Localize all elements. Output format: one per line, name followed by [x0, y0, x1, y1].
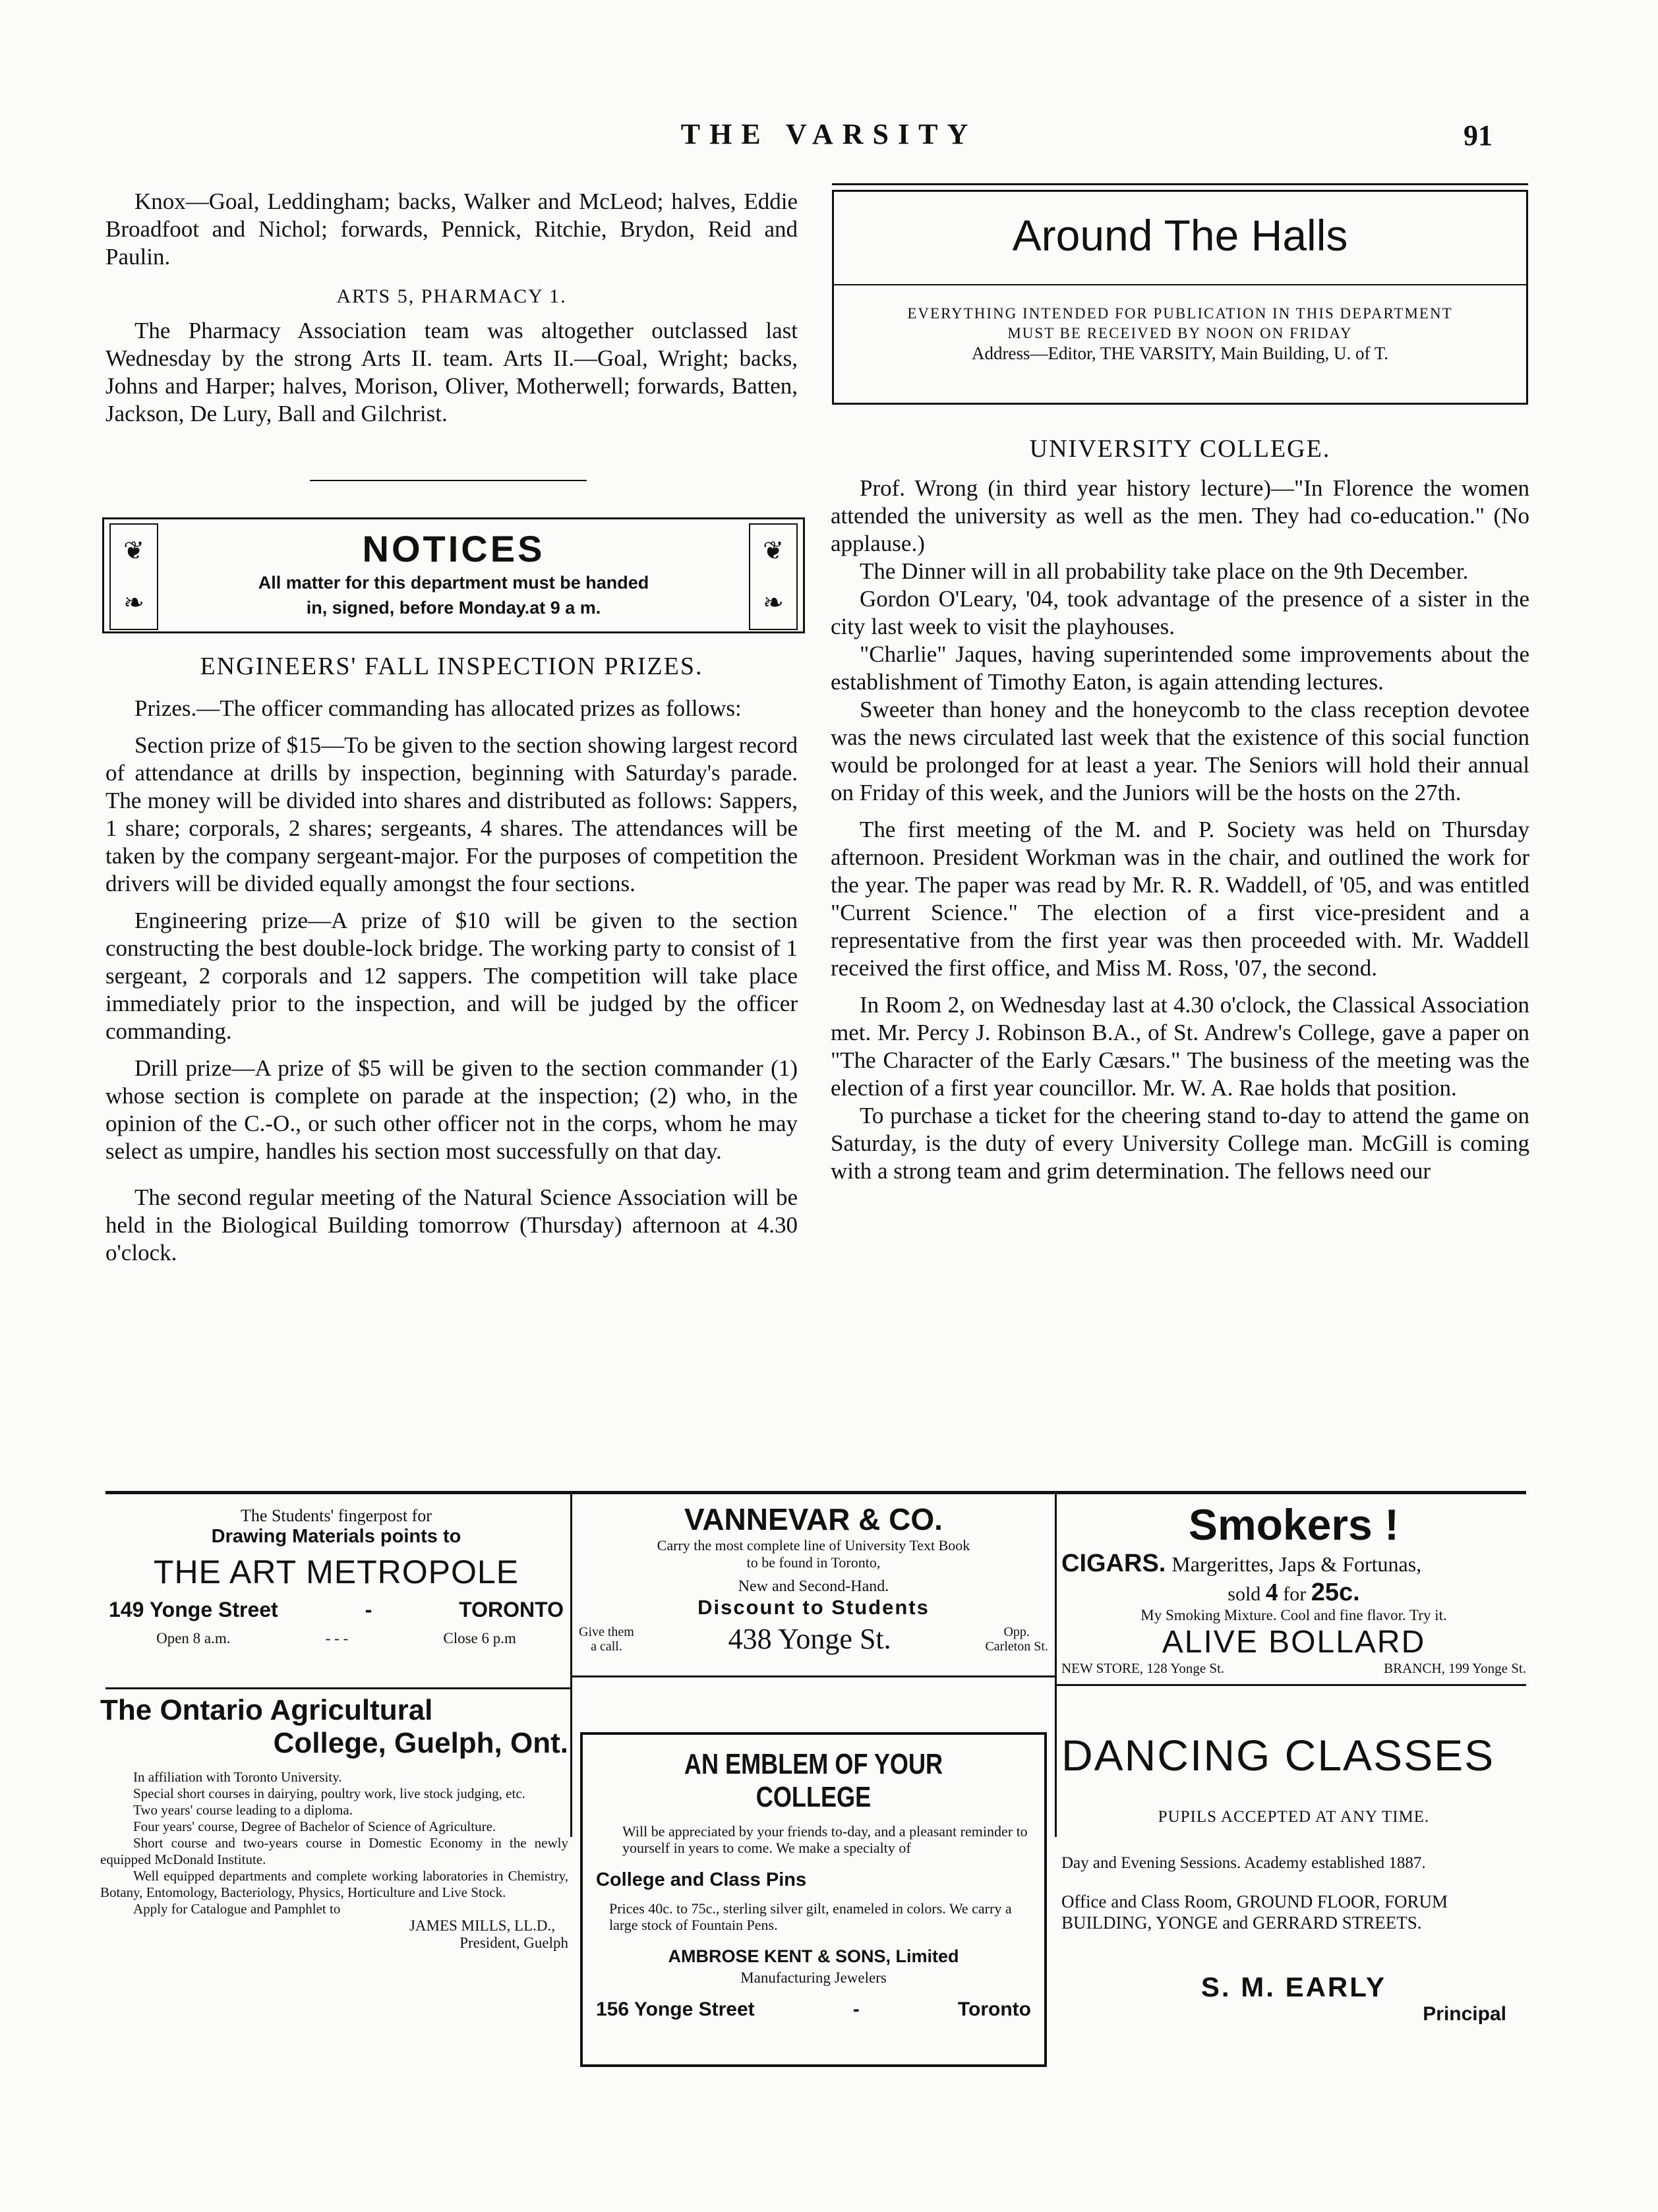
emblem-ad — [596, 1748, 1031, 2021]
smokers-mixture: My Smoking Mixture. Cool and fine flavor. Try it. — [1140, 1607, 1447, 1623]
vannevar-address-row — [579, 1622, 1048, 1656]
section-divider — [310, 480, 587, 481]
art-ad-hours — [109, 1630, 564, 1647]
oac-body — [100, 1769, 568, 1917]
smokers-name: ALIVE BOLLARD — [1162, 1625, 1426, 1660]
smokers-branch: BRANCH, 199 Yonge St. — [1384, 1660, 1526, 1676]
pharmacy-report: The Pharmacy Association team was altogether outclassed last Wednesday by the strong Arts II. team. Arts II.—Goal, Wright; backs, Johns and Harper; halves, Morison, Oliver, Motherwell; forwards, Batten, Jackson, De Lury, Ball and Gilchrist. — [105, 318, 798, 426]
knox-lineup: Knox—Goal, Leddingham; backs, Walker and McLeod; halves, Eddie Broadfoot and Nichol; forwards, Pennick, Ritchie, Brydon, Reid and Paulin. — [105, 189, 798, 270]
notices-box — [102, 517, 805, 633]
natural-science-notice: The second regular meeting of the Natural Science Association will be held in the Biological Building tomorrow (Thursday) afternoon at 4.30 o'clock. — [105, 1184, 798, 1266]
dancing-principal-name: S. M. EARLY — [1200, 1971, 1387, 2002]
oac-signature-2: President, Guelph — [459, 1935, 568, 1951]
leaf-ornament-icon: ❦ ❧ — [749, 523, 798, 630]
smokers-cigars: CIGARS. — [1061, 1550, 1166, 1577]
smokers-price: 25c. — [1311, 1579, 1360, 1606]
arts-pharmacy-subhead: ARTS 5, PHARMACY 1. — [336, 285, 567, 307]
uc-item-3: Gordon O'Leary, '04, took advantage of the presence of a sister in the city last week to visit the playhouses. — [831, 586, 1529, 639]
dancing-line-3: Office and Class Room, GROUND FLOOR, FORUM BUILDING, YONGE and GERRARD STREETS. — [1061, 1892, 1448, 1933]
oac-line-3: Two years' course leading to a diploma. — [133, 1802, 353, 1818]
smokers-title: Smokers ! — [1188, 1500, 1400, 1549]
ad-separator — [105, 1687, 570, 1689]
dancing-line-2: Day and Evening Sessions. Academy established 1887. — [1061, 1854, 1426, 1872]
smokers-store: NEW STORE, 128 Yonge St. — [1061, 1660, 1225, 1676]
notices-line-2: in, signed, before Monday.at 9 a m. — [306, 598, 601, 618]
emblem-ad-box — [580, 1732, 1047, 2067]
smokers-four: 4 — [1265, 1579, 1278, 1606]
uc-item-2: The Dinner will in all probability take place on the 9th December. — [860, 558, 1469, 584]
emblem-line-1: Will be appreciated by your friends to-day, and a pleasant reminder to yourself in years to come. We make a specialty of — [622, 1823, 1028, 1856]
vannevar-opp-1: Opp. — [1003, 1624, 1030, 1639]
art-ad-line-2: Drawing Materials points to — [211, 1526, 461, 1547]
uc-item-7: In Room 2, on Wednesday last at 4.30 o'clock, the Classical Association met. Mr. Percy J. Robinson B.A., of St. Andrew's College, gave a paper on "The Character of the Early Cæsars." The business of the meeting was the election of a first year councillor. Mr. W. A. Rae holds that position. — [831, 992, 1529, 1101]
smokers-cigars-line — [1061, 1550, 1526, 1578]
oac-line-7: Apply for Catalogue and Pamphlet to — [133, 1901, 341, 1917]
oac-line-6: Well equipped departments and complete working laboratories in Chemistry, Botany, Entomology, Bacteriology, Physics, Horticulture and Live Stock. — [100, 1868, 568, 1900]
smokers-stores — [1061, 1660, 1526, 1677]
around-the-halls-title: Around The Halls — [1012, 211, 1348, 260]
notices-line-1: All matter for this department must be handed — [258, 573, 649, 593]
university-college-title: UNIVERSITY COLLEGE. — [1029, 435, 1331, 463]
ads-column-divider — [570, 1494, 572, 1837]
drill-prize: Drill prize—A prize of $5 will be given to the section commander (1) whose section is complete on parade at the inspection; (2) who, in the opinion of the C.-O., or such other officer not in the corps, whom he may select as umpire, handles his section most successfully on that day. — [105, 1055, 798, 1164]
page-header-title: THE VARSITY — [680, 118, 978, 150]
art-ad-close: Close 6 p.m — [443, 1630, 516, 1646]
art-ad-street: 149 Yonge Street — [109, 1598, 278, 1621]
dancing-line-1: PUPILS ACCEPTED AT ANY TIME. — [1158, 1808, 1430, 1826]
emblem-title: AN EMBLEM OF YOUR COLLEGE — [684, 1748, 943, 1813]
uc-item-4: "Charlie" Jaques, having superintended some improvements about the establishment of Timothy Eaton, is again attending lectures. — [831, 641, 1529, 695]
emblem-dash: - — [852, 1998, 860, 2020]
prizes-intro: Prizes.—The officer commanding has allocated prizes as follows: — [134, 695, 742, 721]
notices-content — [163, 527, 744, 620]
vannevar-address: 438 Yonge St. — [728, 1623, 891, 1655]
emblem-maker: AMBROSE KENT & SONS, Limited — [668, 1946, 959, 1966]
smokers-for: for — [1283, 1583, 1307, 1605]
vannevar-opp-2: Carleton St. — [985, 1639, 1048, 1654]
dancing-principal-role: Principal — [1423, 2003, 1506, 2025]
art-ad-name: THE ART METROPOLE — [153, 1554, 519, 1590]
emblem-city: Toronto — [957, 1998, 1031, 2020]
vannevar-line-2: to be found in Toronto, — [746, 1554, 881, 1571]
vannevar-line-1: Carry the most complete line of University Text Book — [657, 1537, 970, 1554]
uc-item-6: The first meeting of the M. and P. Society was held on Thursday afternoon. President Workman was in the chair, and outlined the work for the year. The paper was read by Mr. R. R. Waddell, of '05, and was entitled "Current Science." The election of a first vice-president and a representative from the first year was then proceeded with. Mr. Waddell received the first office, and Miss M. Ross, '07, the second. — [831, 817, 1529, 981]
leaf-ornament-icon: ❦ ❧ — [109, 523, 158, 630]
smokers-brands: Margerittes, Japs & Fortunas, — [1171, 1552, 1422, 1576]
halls-address: Address—Editor, THE VARSITY, Main Building, U. of T. — [972, 343, 1388, 363]
right-column-body — [831, 435, 1529, 1185]
halls-instructions — [847, 304, 1513, 363]
smokers-price-line — [1061, 1578, 1526, 1607]
vannevar-give-1: Give them — [579, 1624, 634, 1639]
art-ad-open: Open 8 a.m. — [156, 1630, 231, 1646]
engineering-prize: Engineering prize—A prize of $10 will be given to the section constructing the best double-lock bridge. The working party to consist of 1 sergeant, 2 corporals and 12 sappers. The competition will take place immediately prior to the inspection, and will be judged by the officer commanding. — [105, 908, 798, 1044]
vannevar-name: VANNEVAR & CO. — [684, 1502, 943, 1536]
halls-instruction-2: MUST BE RECEIVED BY NOON ON FRIDAY — [1007, 325, 1353, 341]
vannevar-opp — [985, 1625, 1048, 1654]
dancing-title: DANCING CLASSES — [1061, 1731, 1495, 1780]
emblem-address — [596, 1998, 1031, 2021]
uc-item-5: Sweeter than honey and the honeycomb to the class reception devotee was the news circulated last week that the existence of this social function would be prolonged for at least a year. The Seniors will hold their annual on Friday of this week, and the Juniors will be the hosts on the 27th. — [831, 697, 1529, 805]
around-the-halls-box — [832, 190, 1528, 405]
emblem-street: 156 Yonge Street — [596, 1998, 755, 2020]
vannevar-line-3: New and Second-Hand. — [738, 1578, 889, 1595]
smokers-ad — [1061, 1499, 1526, 1677]
oac-line-1: In affiliation with Toronto University. — [133, 1769, 342, 1785]
smokers-sold: sold — [1228, 1583, 1261, 1605]
oac-line-4: Four years' course, Degree of Bachelor of Science of Agriculture. — [133, 1819, 496, 1834]
art-ad-address — [109, 1598, 564, 1622]
page-number: 91 — [1464, 119, 1493, 152]
halls-instruction-1: EVERYTHING INTENDED FOR PUBLICATION IN THIS DEPARTMENT — [907, 305, 1453, 322]
art-ad-dash: - — [365, 1598, 372, 1621]
ad-separator — [1055, 1684, 1526, 1686]
emblem-pins: College and Class Pins — [596, 1869, 807, 1890]
oac-ad — [100, 1694, 568, 1952]
emblem-line-2: Prices 40c. to 75c., sterling silver gilt, enameled in colors. We carry a large stock of Fountain Pens. — [609, 1900, 1012, 1933]
dancing-ad — [1061, 1730, 1526, 2025]
vannevar-give-2: a call. — [591, 1639, 622, 1654]
emblem-jewelers: Manufacturing Jewelers — [740, 1969, 887, 1986]
art-ad-dashes: - - - — [325, 1630, 349, 1646]
art-ad-city: TORONTO — [459, 1598, 564, 1621]
oac-line-2: Special short courses in dairying, poultry work, live stock judging, etc. — [133, 1786, 525, 1801]
halls-divider — [834, 284, 1526, 285]
art-ad-line-1: The Students' fingerpost for — [241, 1506, 432, 1525]
vannevar-ad — [579, 1501, 1048, 1656]
section-prize: Section prize of $15—To be given to the section showing largest record of attendance at drills by inspection, beginning with Saturday's parade. The money will be divided into shares and distributed as follows: Sappers, 1 share; corporals, 2 shares; sergeants, 4 shares. The attendances will be taken by the company sergeant-major. For the purposes of competition the drivers will be divided equally amongst the four sections. — [105, 732, 798, 896]
ads-top-rule — [105, 1491, 1526, 1494]
vannevar-discount: Discount to Students — [697, 1596, 930, 1619]
oac-signature-1: JAMES MILLS, LL.D., — [409, 1917, 555, 1934]
uc-item-1: Prof. Wrong (in third year history lecture)—"In Florence the women attended the university as well as the men. They had co-education." (No applause.) — [831, 475, 1529, 556]
right-top-rule — [832, 183, 1528, 185]
oac-line-5: Short course and two-years course in Domestic Economy in the newly equipped McDonald Institute. — [100, 1835, 568, 1867]
oac-title-1: The Ontario Agricultural — [100, 1694, 433, 1726]
ad-separator — [570, 1675, 1055, 1677]
engineers-prizes-title: ENGINEERS' FALL INSPECTION PRIZES. — [200, 653, 703, 680]
art-metropole-ad — [109, 1506, 564, 1647]
notices-title: NOTICES — [362, 528, 545, 569]
left-column-body — [105, 653, 798, 1267]
left-column-top — [105, 188, 798, 428]
ads-column-divider — [1055, 1494, 1057, 1837]
vannevar-give — [579, 1625, 634, 1654]
uc-item-8: To purchase a ticket for the cheering stand to-day to attend the game on Saturday, is the duty of every University College man. McGill is coming with a strong team and grim determination. The fellows need our — [831, 1103, 1529, 1184]
oac-title-2: College, Guelph, Ont. — [273, 1727, 568, 1759]
